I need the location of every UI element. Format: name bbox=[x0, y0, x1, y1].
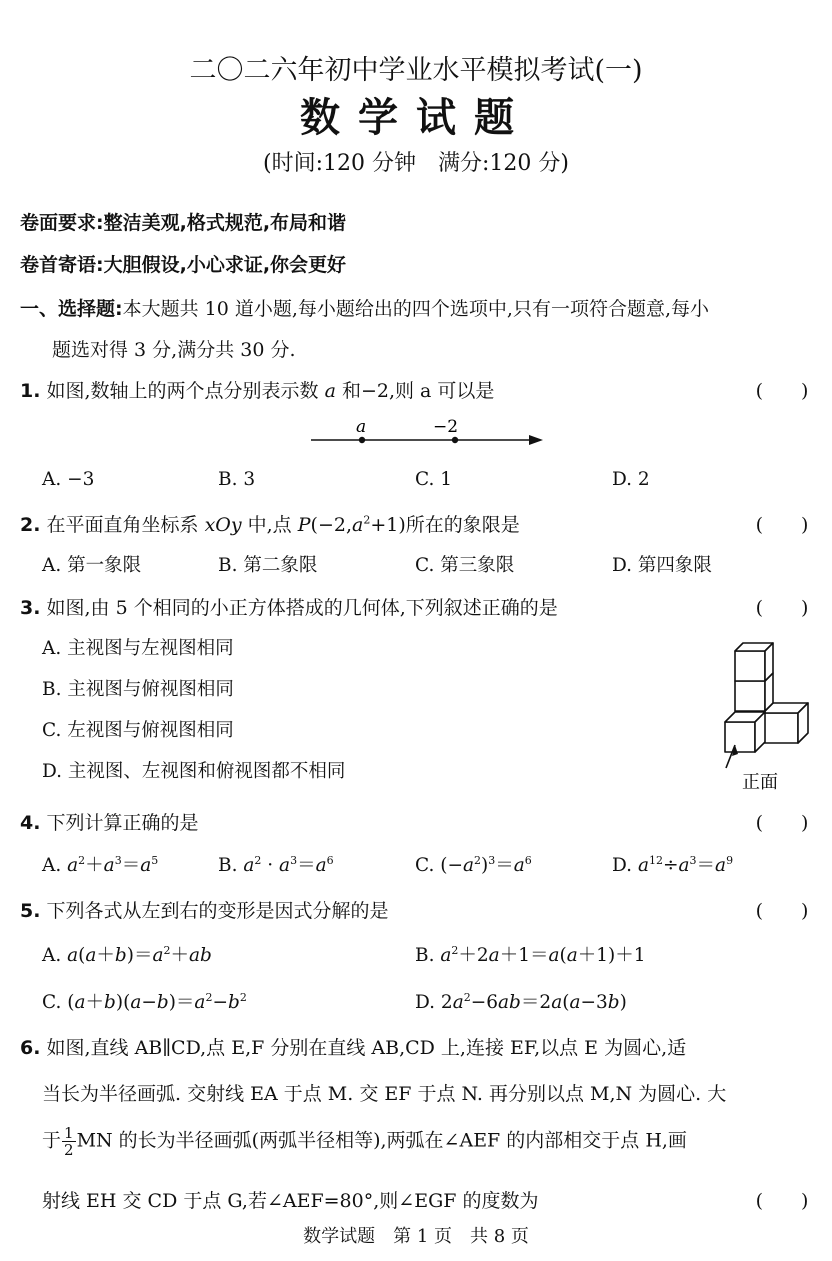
q1-answer-paren: ( ) bbox=[755, 380, 809, 402]
time-info: (时间:120 分钟 满分:120 分) bbox=[263, 151, 569, 176]
label-a: a bbox=[356, 417, 367, 437]
q3-option-c[interactable]: C. 左视图与俯视图相同 bbox=[42, 720, 234, 741]
q2-option-d[interactable]: D. 第四象限 bbox=[612, 555, 712, 576]
q5-text: 下列各式从左到右的变形是因式分解的是 bbox=[46, 900, 389, 922]
q1-var-a: a bbox=[324, 380, 336, 402]
q6-number: 6. bbox=[20, 1037, 41, 1059]
label-neg2: −2 bbox=[433, 417, 459, 437]
point-neg2 bbox=[452, 437, 458, 443]
front-label: 正面 bbox=[742, 772, 778, 793]
q1-text: 如图,数轴上的两个点分别表示数 bbox=[46, 380, 319, 402]
cube-figure bbox=[718, 630, 818, 800]
exam-title: 二〇二六年初中学业水平模拟考试(一) bbox=[189, 55, 643, 86]
q2-text-after: (−2, bbox=[310, 514, 352, 536]
q1-option-d[interactable]: D. 2 bbox=[612, 469, 650, 490]
subject-title: 数学试题 bbox=[300, 94, 532, 141]
question-5 bbox=[20, 896, 389, 923]
fraction-one-half bbox=[62, 1125, 76, 1158]
q1-option-b[interactable]: B. 3 bbox=[218, 469, 256, 490]
q4-option-b[interactable]: B. $a^2 \cdot a^3=a^6$ bbox=[218, 853, 334, 876]
question-4 bbox=[20, 808, 199, 835]
cube-column-top bbox=[735, 651, 765, 681]
q2-option-a[interactable]: A. 第一象限 bbox=[42, 555, 142, 576]
q3-option-a[interactable]: A. 主视图与左视图相同 bbox=[42, 638, 234, 659]
page-footer: 数学试题 第 1 页 共 8 页 bbox=[303, 1226, 529, 1247]
q3-option-d[interactable]: D. 主视图、左视图和俯视图都不相同 bbox=[42, 761, 346, 782]
q2-option-c[interactable]: C. 第三象限 bbox=[415, 555, 515, 576]
cube-column-bottom bbox=[735, 681, 765, 711]
q3-text: 如图,由 5 个相同的小正方体搭成的几何体,下列叙述正确的是 bbox=[46, 597, 558, 619]
q3-number: 3. bbox=[20, 597, 41, 619]
q5-option-b[interactable]: B. $a^2+2a+1=a(a+1)+1$ bbox=[415, 943, 646, 966]
question-3 bbox=[20, 593, 558, 620]
q1-text-mid: 和−2,则 a 可以是 bbox=[341, 380, 495, 402]
q5-option-a[interactable]: A. $a(a+b)=a^2+ab$ bbox=[42, 943, 212, 966]
frac-denominator: 2 bbox=[64, 1141, 74, 1159]
q2-answer-paren: ( ) bbox=[755, 514, 809, 536]
q6-line3 bbox=[42, 1125, 687, 1158]
q6-line4: 射线 EH 交 CD 于点 G,若∠AEF=80°,则∠EGF 的度数为 bbox=[42, 1190, 539, 1212]
q2-option-b[interactable]: B. 第二象限 bbox=[218, 555, 318, 576]
q1-number: 1. bbox=[20, 380, 41, 402]
question-2: 2. 在平面直角坐标系 xOy 中,点 $P(-2,a^2+1)$所在的象限是 bbox=[20, 513, 520, 536]
q1-option-a[interactable]: A. −3 bbox=[42, 469, 95, 490]
q6-line1: 如图,直线 AB∥CD,点 E,F 分别在直线 AB,CD 上,连接 EF,以点 E 为圆心,适 bbox=[46, 1037, 687, 1059]
number-line-arrow bbox=[529, 435, 543, 445]
q2-coord: xOy bbox=[204, 514, 242, 536]
q2-text-before: 在平面直角坐标系 bbox=[46, 514, 199, 536]
q4-option-d[interactable]: D. $a^{12}\div a^3=a^9$ bbox=[612, 853, 734, 876]
question-6 bbox=[20, 1033, 686, 1060]
q2-point: P bbox=[297, 514, 311, 536]
number-line-figure bbox=[305, 415, 555, 455]
q6-line2: 当长为半径画弧. 交射线 EA 于点 M. 交 EF 于点 N. 再分别以点 M,N 为圆心. 大 bbox=[42, 1083, 727, 1105]
q5-option-d[interactable]: D. $2a^2-6ab=2a(a-3b)$ bbox=[415, 990, 627, 1013]
section-heading-label: 一、选择题: bbox=[20, 298, 123, 320]
q6-line3-post: MN 的长为半径画弧(两弧半径相等),两弧在∠AEF 的内部相交于点 H,画 bbox=[76, 1129, 687, 1152]
frac-numerator: 1 bbox=[64, 1124, 74, 1142]
q1-option-c[interactable]: C. 1 bbox=[415, 469, 453, 490]
q4-number: 4. bbox=[20, 812, 41, 834]
q4-option-c[interactable]: C. $(-a^2)^3=a^6$ bbox=[415, 853, 532, 876]
q6-answer-paren: ( ) bbox=[755, 1190, 809, 1212]
cube-front bbox=[725, 722, 755, 752]
q2-text-end: +1)所在的象限是 bbox=[370, 514, 520, 536]
q5-answer-paren: ( ) bbox=[755, 900, 809, 922]
q2-number: 2. bbox=[20, 514, 41, 536]
motto: 卷首寄语:大胆假设,小心求证,你会更好 bbox=[20, 254, 347, 276]
paper-requirement: 卷面要求:整洁美观,格式规范,布局和谐 bbox=[20, 212, 347, 234]
q5-option-c[interactable]: C. $(a+b)(a-b)=a^2-b^2$ bbox=[42, 990, 247, 1013]
q2-text-mid: 中,点 bbox=[247, 514, 292, 536]
q5-number: 5. bbox=[20, 900, 41, 922]
question-1 bbox=[20, 376, 494, 403]
section-heading bbox=[20, 294, 709, 321]
q3-option-b[interactable]: B. 主视图与俯视图相同 bbox=[42, 679, 234, 700]
q3-answer-paren: ( ) bbox=[755, 597, 809, 619]
section-intro-line1: 本大题共 10 道小题,每小题给出的四个选项中,只有一项符合题意,每小 bbox=[122, 298, 709, 320]
section-intro-line2: 题选对得 3 分,满分共 30 分. bbox=[52, 339, 296, 361]
q4-answer-paren: ( ) bbox=[755, 812, 809, 834]
cube-right-front bbox=[763, 713, 798, 743]
q4-option-a[interactable]: A. $a^2+a^3=a^5$ bbox=[42, 853, 159, 876]
point-a bbox=[359, 437, 365, 443]
q4-text: 下列计算正确的是 bbox=[46, 812, 199, 834]
q6-line3-pre: 于 bbox=[42, 1129, 62, 1152]
